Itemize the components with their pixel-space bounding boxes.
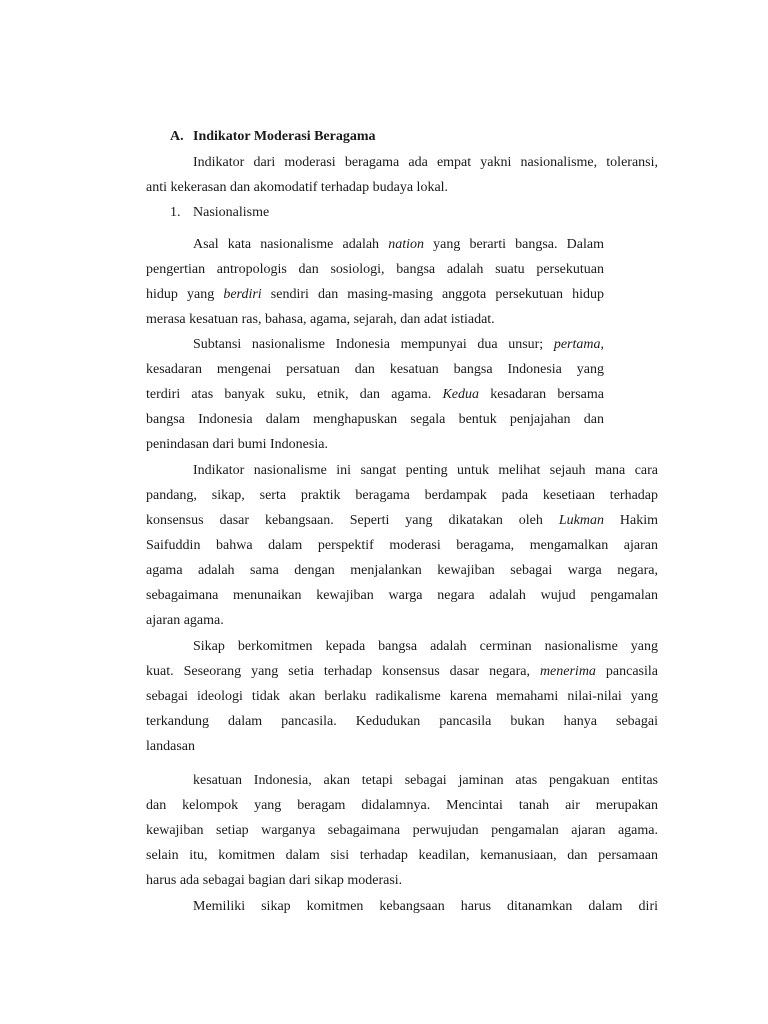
paragraph-line: Subtansi nasionalisme Indonesia mempunyai dua unsur; pertama, (193, 337, 604, 352)
paragraph-line: konsensus dasar kebangsaan. Seperti yang dikatakan oleh Lukman Hakim (146, 513, 659, 528)
paragraph-line: Saifuddin bahwa dalam perspektif moderasi beragama, mengamalkan ajaran (146, 538, 658, 553)
paragraph-line: ajaran agama. (146, 613, 224, 628)
italic-term: menerima (539, 664, 596, 679)
paragraph-line: hidup yang berdiri sendiri dan masing-masing anggota persekutuan hidup (146, 287, 604, 302)
paragraph-line: dan kelompok yang beragam didalamnya. Mencintai tanah air merupakan (146, 798, 658, 813)
intro-line: anti kekerasan dan akomodatif terhadap budaya lokal. (146, 180, 449, 195)
italic-term: Kedua (442, 387, 479, 402)
paragraph-line: terkandung dalam pancasila. Kedudukan pancasila bukan hanya sebagai (146, 714, 658, 729)
subsection-heading (170, 204, 682, 222)
paragraph-line: Sikap berkomitmen kepada bangsa adalah cerminan nasionalisme yang (193, 639, 658, 654)
paragraph-line: kesatuan Indonesia, akan tetapi sebagai jaminan atas pengakuan entitas (193, 773, 658, 788)
intro-line: Indikator dari moderasi beragama ada empat yakni nasionalisme, toleransi, (193, 155, 658, 170)
paragraph-line: Asal kata nasionalisme adalah nation yang berarti bangsa. Dalam (193, 237, 604, 252)
paragraph-line: Indikator nasionalisme ini sangat penting untuk melihat sejauh mana cara (193, 463, 658, 478)
paragraph-line: pandang, sikap, serta praktik beragama berdampak pada kesetiaan terhadap (146, 488, 658, 503)
paragraph-line: merasa kesatuan ras, bahasa, agama, sejarah, dan adat istiadat. (146, 312, 495, 327)
section-heading (170, 128, 682, 146)
section-title: Indikator Moderasi Beragama (193, 129, 376, 144)
paragraph-line: harus ada sebagai bagian dari sikap moderasi. (146, 873, 403, 888)
paragraph-line: Memiliki sikap komitmen kebangsaan harus ditanamkan dalam diri (193, 899, 658, 914)
paragraph-line: kuat. Seseorang yang setia terhadap konsensus dasar negara, menerima pancasila (146, 664, 658, 679)
section-letter: A. (170, 129, 184, 144)
paragraph-line: kesadaran mengenai persatuan dan kesatuan bangsa Indonesia yang (146, 362, 604, 377)
subsection-title: Nasionalisme (193, 205, 270, 220)
italic-term: nation (388, 237, 424, 252)
italic-term: Lukman (558, 513, 604, 528)
paragraph-line: terdiri atas banyak suku, etnik, dan agama. Kedua kesadaran bersama (146, 387, 604, 402)
paragraph-line: agama adalah sama dengan menjalankan kewajiban sebagai warga negara, (146, 563, 658, 578)
paragraph-line: kewajiban setiap warganya sebagaimana perwujudan pengamalan ajaran agama. (146, 823, 658, 838)
italic-term: pertama (553, 337, 601, 352)
paragraph-line: selain itu, komitmen dalam sisi terhadap keadilan, kemanusiaan, dan persamaan (146, 848, 658, 863)
paragraph-line: landasan (146, 739, 195, 754)
paragraph-line: pengertian antropologis dan sosiologi, bangsa adalah suatu persekutuan (146, 262, 604, 277)
paragraph-line: sebagai ideologi tidak akan berlaku radikalisme karena memahami nilai-nilai yang (146, 689, 658, 704)
subsection-number: 1. (170, 205, 181, 220)
paragraph-line: penindasan dari bumi Indonesia. (146, 437, 328, 452)
italic-term: berdiri (223, 287, 262, 302)
paragraph-line: bangsa Indonesia dalam menghapuskan segala bentuk penjajahan dan (146, 412, 604, 427)
paragraph-line: sebagaimana menunaikan kewajiban warga negara adalah wujud pengamalan (146, 588, 658, 603)
